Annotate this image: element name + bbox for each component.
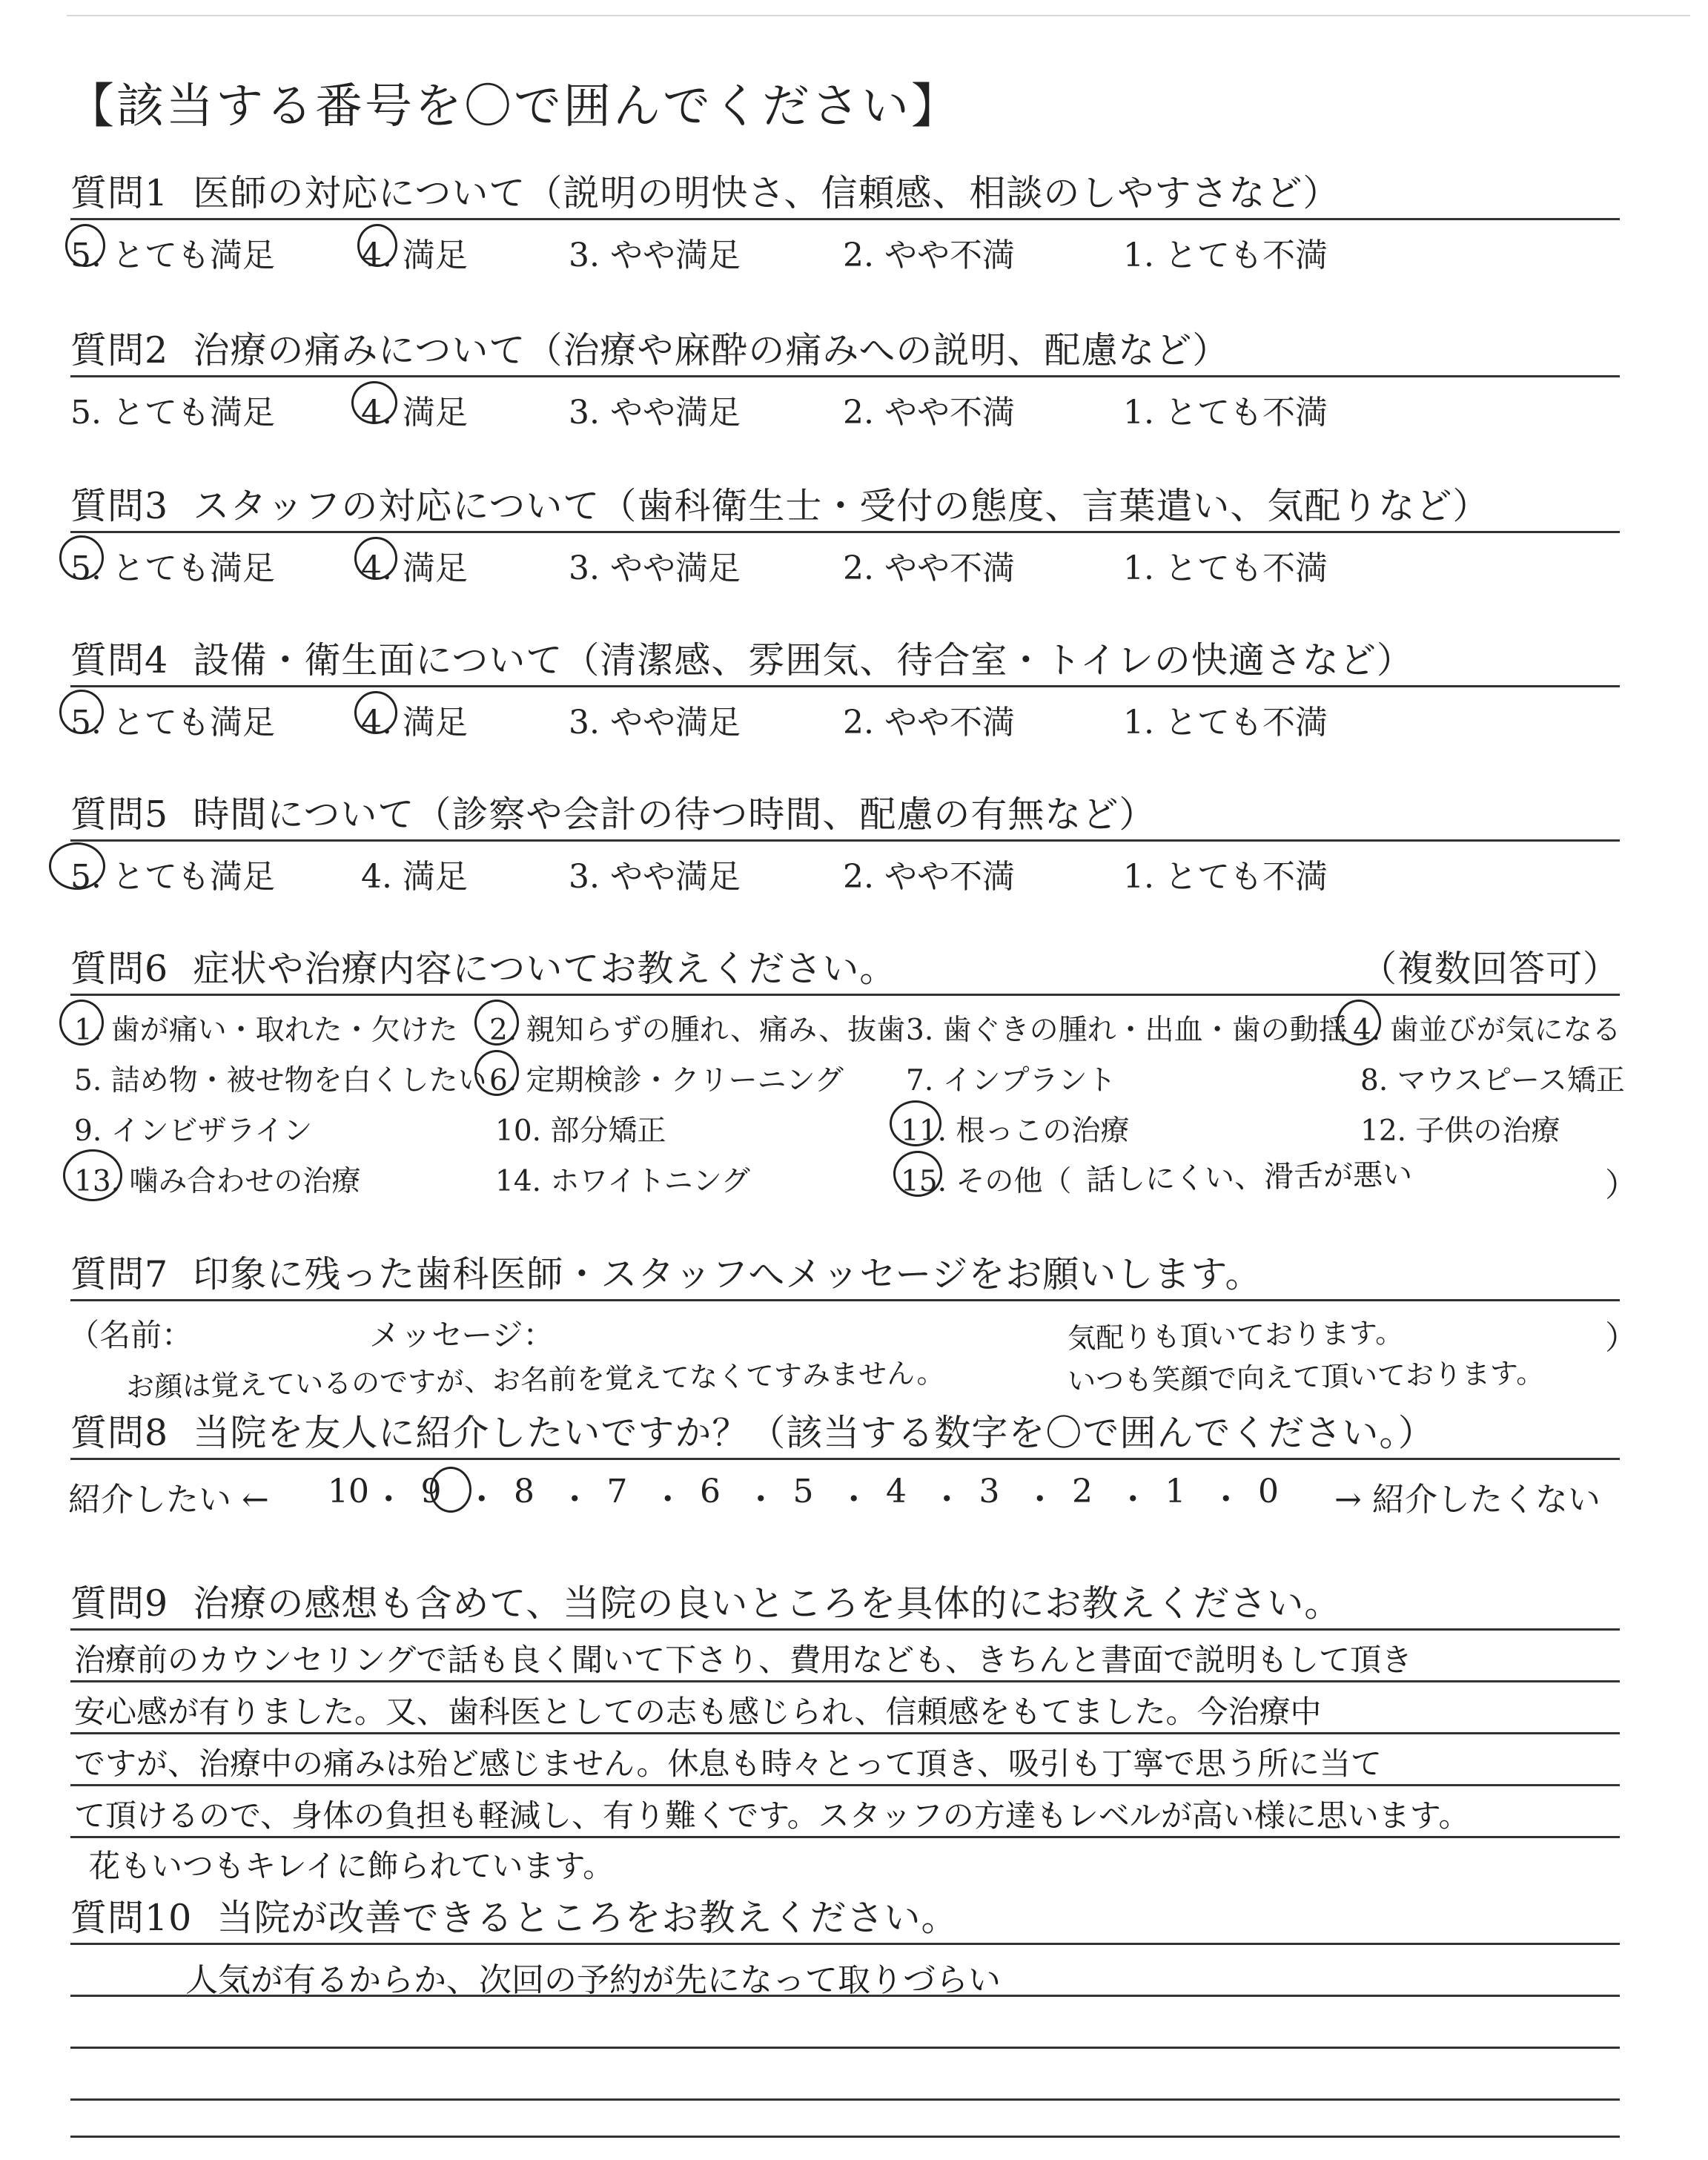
q1-option-3[interactable]: 3. やや満足	[569, 237, 741, 274]
q6-circle-4	[1337, 1000, 1381, 1046]
q8-circle-9	[430, 1467, 471, 1513]
q9-handwritten-line-4: て頂けるので、身体の負担も軽減し、有り難くです。スタッフの方達もレベルが高い様に思います。	[74, 1797, 1470, 1834]
q9-line-rule-2	[70, 1732, 1620, 1734]
q5-option-2[interactable]: 2. やや不満	[843, 858, 1015, 896]
q4-option-1[interactable]: 1. とても不満	[1123, 704, 1328, 742]
q10-handwritten-line-1: 人気が有るからか、次回の予約が先になって取りづらい	[185, 1961, 1001, 1999]
question-1-rule	[70, 218, 1620, 220]
q8-scale-1[interactable]: 1	[1165, 1473, 1186, 1510]
q6-item-10[interactable]: 10. 部分矯正	[495, 1114, 666, 1148]
question-3-options	[70, 541, 1598, 586]
q2-option-4[interactable]: 4. 満足	[361, 394, 468, 432]
q6-other-handwritten: 話しにくい、滑舌が悪い	[1085, 1157, 1413, 1198]
q9-handwritten-line-1: 治療前のカウンセリングで話も良く聞いて下さり、費用なども、きちんと書面で説明もして頂き	[74, 1642, 1413, 1678]
q7-name-label: （名前：	[68, 1317, 193, 1353]
q6-item-4[interactable]: 4. 歯並びが気になる	[1353, 1014, 1621, 1047]
q6-item-13[interactable]: 13. 噛み合わせの治療	[74, 1165, 361, 1198]
question-6-note: （複数回答可）	[1360, 948, 1621, 990]
q8-scale-separator: ・	[465, 1481, 498, 1519]
q6-item-11[interactable]: 11. 根っこの治療	[901, 1114, 1130, 1148]
q8-scale-separator: ・	[558, 1481, 592, 1519]
question-5-options	[70, 850, 1598, 894]
q6-item-1[interactable]: 1. 歯が痛い・取れた・欠けた	[74, 1014, 458, 1047]
q6-circle-15	[893, 1151, 942, 1197]
q3-option-3[interactable]: 3. やや満足	[569, 549, 741, 587]
q8-scale-separator: ・	[1116, 1481, 1150, 1519]
q1-option-1[interactable]: 1. とても不満	[1123, 237, 1328, 274]
q8-scale-8[interactable]: 8	[514, 1473, 534, 1510]
q1-option-2[interactable]: 2. やや不満	[843, 237, 1015, 274]
q4-circle-5	[59, 690, 104, 734]
q5-option-5[interactable]: 5. とても満足	[70, 858, 275, 896]
question-2: 質問2 治療の痛みについて（治療や麻酔の痛みへの説明、配慮など）	[70, 329, 1230, 371]
q3-circle-4	[354, 537, 397, 580]
question-1-options	[70, 228, 1598, 273]
q6-item-14[interactable]: 14. ホワイトニング	[495, 1165, 750, 1198]
q7-close-paren: ）	[1605, 1319, 1638, 1357]
q3-option-5[interactable]: 5. とても満足	[70, 549, 275, 587]
q4-option-5[interactable]: 5. とても満足	[70, 704, 275, 742]
q9-handwritten-line-5: 花もいつもキレイに飾られています。	[89, 1848, 615, 1884]
q9-line-rule-3	[70, 1784, 1620, 1786]
q1-circle-4	[357, 224, 397, 267]
question-8: 質問8 当院を友人に紹介したいですか？（該当する数字を〇で囲んでください。）	[70, 1412, 1435, 1454]
q6-item-6[interactable]: 6. 定期検診・クリーニング	[489, 1064, 844, 1097]
question-5: 質問5 時間について（診察や会計の待つ時間、配慮の有無など）	[70, 793, 1156, 836]
q8-scale-separator: ・	[744, 1481, 778, 1519]
q2-option-3[interactable]: 3. やや満足	[569, 394, 741, 432]
q6-item-12[interactable]: 12. 子供の治療	[1360, 1114, 1560, 1148]
question-6: 質問6 症状や治療内容についてお教えください。	[70, 948, 897, 990]
q6-circle-11	[890, 1100, 941, 1146]
q4-option-2[interactable]: 2. やや不満	[843, 704, 1015, 742]
q5-option-3[interactable]: 3. やや満足	[569, 858, 741, 896]
q6-circle-13	[63, 1149, 122, 1201]
question-6-rule	[70, 994, 1620, 996]
q9-handwritten-line-2: 安心感が有りました。又、歯科医としての志も感じられ、信頼感をもてました。今治療中	[74, 1694, 1322, 1730]
question-7-rule	[70, 1299, 1620, 1301]
q8-scale-separator: ・	[1023, 1481, 1056, 1519]
q4-circle-4	[354, 691, 397, 734]
question-10: 質問10 当院が改善できるところをお教えください。	[70, 1897, 959, 1939]
q1-option-5[interactable]: 5. とても満足	[70, 237, 275, 274]
question-4-options	[70, 696, 1598, 740]
q10-line-rule-4	[70, 2136, 1620, 2138]
q8-scale-4[interactable]: 4	[886, 1473, 907, 1510]
q1-option-4[interactable]: 4. 満足	[361, 237, 468, 274]
question-4-rule	[70, 685, 1620, 687]
q2-circle-4	[351, 381, 397, 424]
question-5-rule	[70, 839, 1620, 842]
q6-item-5[interactable]: 5. 詰め物・被せ物を白くしたい	[74, 1064, 487, 1097]
q4-option-3[interactable]: 3. やや満足	[569, 704, 741, 742]
q8-left-label: 紹介したい ←	[68, 1481, 269, 1519]
question-2-rule	[70, 375, 1620, 377]
q2-option-1[interactable]: 1. とても不満	[1123, 394, 1328, 432]
question-3: 質問3 スタッフの対応について（歯科衛生士・受付の態度、言葉遣い、気配りなど）	[70, 485, 1490, 527]
question-8-rule	[70, 1458, 1620, 1460]
q8-scale-separator: ・	[930, 1481, 964, 1519]
q3-option-2[interactable]: 2. やや不満	[843, 549, 1015, 587]
q5-option-1[interactable]: 1. とても不満	[1123, 858, 1328, 896]
q10-line-rule-3	[70, 2098, 1620, 2101]
page-title: 【該当する番号を〇で囲んでください】	[67, 79, 961, 134]
q8-scale-separator: ・	[651, 1481, 684, 1519]
q8-scale-separator: ・	[372, 1481, 406, 1519]
top-border	[67, 15, 1690, 16]
q6-item-9[interactable]: 9. インビザライン	[74, 1114, 313, 1148]
q7-handwritten-line-2a: お顔は覚えているのですが、お名前を覚えてなくてすみません。	[125, 1356, 945, 1404]
q10-line-rule-2	[70, 2047, 1620, 2049]
question-10-rule	[70, 1943, 1620, 1945]
q6-item-7[interactable]: 7. インプラント	[906, 1064, 1116, 1097]
q9-line-rule-4	[70, 1836, 1620, 1838]
q8-scale-2[interactable]: 2	[1072, 1473, 1093, 1510]
q8-scale-5[interactable]: 5	[792, 1473, 814, 1510]
q6-circle-1	[59, 1000, 104, 1046]
q6-item-3[interactable]: 3. 歯ぐきの腫れ・出血・歯の動揺	[906, 1014, 1348, 1047]
q8-scale-7[interactable]: 7	[606, 1473, 628, 1510]
q7-handwritten-line-1: 気配りも頂いております。	[1067, 1316, 1404, 1355]
q4-option-4[interactable]: 4. 満足	[361, 704, 468, 742]
q6-item-2[interactable]: 2. 親知らずの腫れ、痛み、抜歯	[489, 1014, 906, 1047]
question-4: 質問4 設備・衛生面について（清潔感、雰囲気、待合室・トイレの快適さなど）	[70, 639, 1414, 681]
question-7: 質問7 印象に残った歯科医師・スタッフへメッセージをお願いします。	[70, 1253, 1262, 1295]
q7-message-label: メッセージ：	[369, 1317, 555, 1353]
q7-handwritten-line-2b: いつも笑顔で向えて頂いております。	[1067, 1356, 1545, 1398]
q8-scale-10[interactable]: 10	[328, 1473, 369, 1510]
q5-circle-5	[49, 842, 105, 890]
q8-scale-9[interactable]: 9	[420, 1473, 442, 1510]
q2-option-5[interactable]: 5. とても満足	[70, 394, 275, 432]
q6-circle-2	[474, 1000, 519, 1046]
q2-option-2[interactable]: 2. やや不満	[843, 394, 1015, 432]
q3-option-4[interactable]: 4. 満足	[361, 549, 468, 587]
q3-option-1[interactable]: 1. とても不満	[1123, 549, 1328, 587]
q8-right-label: → 紹介したくない	[1334, 1481, 1601, 1519]
q8-scale-3[interactable]: 3	[979, 1473, 1000, 1510]
q6-other-close-paren: ）	[1605, 1166, 1638, 1204]
q6-item-15[interactable]: 15. その他（	[901, 1165, 1072, 1198]
question-3-rule	[70, 531, 1620, 533]
q6-item-8[interactable]: 8. マウスピース矯正	[1360, 1064, 1625, 1097]
question-2-options	[70, 386, 1598, 430]
question-9-rule	[70, 1628, 1620, 1631]
q8-scale-separator: ・	[837, 1481, 870, 1519]
question-9: 質問9 治療の感想も含めて、当院の良いところを具体的にお教えください。	[70, 1582, 1342, 1625]
q8-scale-6[interactable]: 6	[700, 1473, 721, 1510]
q8-scale-separator: ・	[1209, 1481, 1242, 1519]
q6-circle-6	[474, 1050, 519, 1096]
q1-circle-5	[65, 224, 105, 267]
question-1: 質問1 医師の対応について（説明の明快さ、信頼感、相談のしやすさなど）	[70, 172, 1340, 214]
q3-circle-5	[59, 535, 104, 580]
q8-scale-0[interactable]: 0	[1258, 1473, 1279, 1510]
q9-line-rule-1	[70, 1680, 1620, 1682]
q9-handwritten-line-3: ですが、治療中の痛みは殆ど感じません。休息も時々とって頂き、吸引も丁寧で思う所に当て	[74, 1745, 1383, 1782]
q5-option-4[interactable]: 4. 満足	[361, 858, 468, 896]
